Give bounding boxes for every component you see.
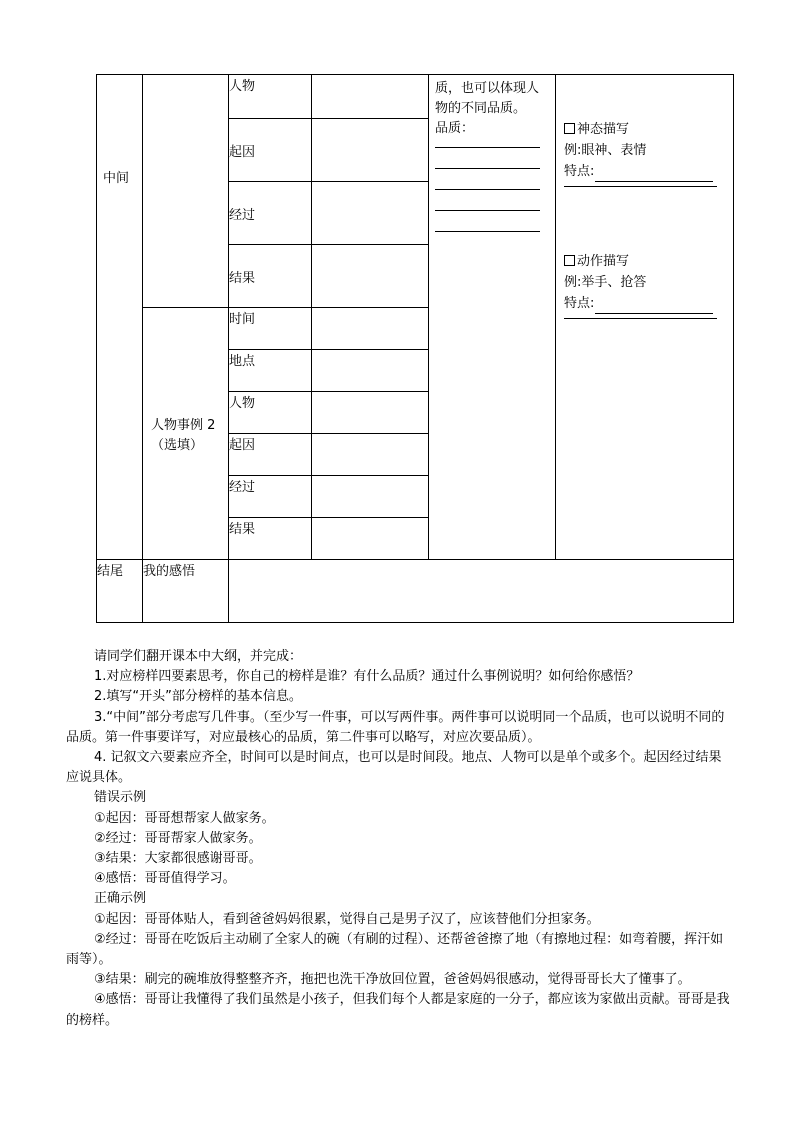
example2-label-cell — [143, 308, 229, 560]
element-label: 人物 — [229, 392, 312, 434]
answer-cell[interactable] — [312, 350, 429, 392]
action-description-example: 例:举手、抢答 — [564, 275, 647, 290]
instruction-item: 2.填写“开头”部分榜样的基本信息。 — [94, 689, 302, 705]
quality-text-line: 物的不同品质。 — [435, 101, 527, 116]
wrong-example-title: 错误示例 — [94, 790, 147, 806]
answer-cell[interactable] — [312, 434, 429, 476]
table-row — [97, 560, 734, 623]
traits-blank-line[interactable] — [595, 167, 713, 182]
middle-section-cell — [97, 75, 143, 560]
element-label: 起因 — [229, 434, 312, 476]
traits-label: 特点: — [564, 164, 595, 179]
expression-description-title: 神态描写 — [577, 122, 630, 137]
example1-label-cell — [143, 75, 229, 308]
quality-label: 品质： — [435, 121, 475, 136]
table-row — [97, 75, 734, 119]
right-example-item: ④感悟：哥哥让我懂得了我们虽然是小孩子，但我们每个人都是家庭的一分子，都应该为家做出贡献。哥哥是我的榜样。 — [66, 992, 730, 1028]
element-label: 人物 — [229, 75, 312, 119]
traits-label: 特点: — [564, 296, 595, 311]
right-example-item: ②经过：哥哥在吃饭后主动刷了全家人的碗（有刷的过程）、还帮爸爸擦了地（有擦地过程：如弯着腰，挥汗如雨等）。 — [66, 931, 724, 968]
quality-blank-line[interactable] — [435, 168, 540, 169]
checkbox-icon[interactable] — [564, 255, 575, 266]
right-example-item: ①起因：哥哥体贴人，看到爸爸妈妈很累，觉得自己是男子汉了，应该替他们分担家务。 — [94, 911, 600, 927]
quality-blank-line[interactable] — [435, 147, 540, 148]
element-label: 结果 — [229, 245, 312, 308]
element-label: 起因 — [229, 119, 312, 182]
feeling-label: 我的感悟 — [143, 560, 229, 623]
wrong-example-item: ②经过：哥哥帮家人做家务。 — [94, 830, 262, 846]
feeling-answer-cell[interactable] — [229, 560, 734, 623]
instructions — [66, 647, 734, 1031]
right-example-title: 正确示例 — [94, 891, 147, 907]
instructions-intro: 请同学们翻开课本中大纲，并完成： — [94, 649, 303, 664]
element-label: 经过 — [229, 182, 312, 245]
answer-cell[interactable] — [312, 308, 429, 350]
example2-label: 人物事例 2 — [151, 417, 216, 433]
answer-cell[interactable] — [312, 245, 429, 308]
essay-outline-table — [96, 74, 734, 623]
answer-cell[interactable] — [312, 476, 429, 518]
quality-blank-line[interactable] — [435, 210, 540, 211]
answer-cell[interactable] — [312, 392, 429, 434]
quality-blank-line[interactable] — [435, 189, 540, 190]
section-label-middle: 中间 — [103, 170, 130, 186]
traits-blank-line[interactable] — [564, 318, 717, 319]
quality-blank-line[interactable] — [435, 231, 540, 232]
section-label-ending: 结尾 — [97, 560, 143, 623]
wrong-example-item: ③结果：大家都很感谢哥哥。 — [94, 851, 262, 867]
description-cell — [556, 75, 734, 560]
traits-blank-line[interactable] — [595, 299, 713, 314]
answer-cell[interactable] — [312, 182, 429, 245]
instruction-item: 1.对应榜样四要素思考，你自己的榜样是谁？有什么品质？通过什么事例说明？如何给你感悟？ — [94, 669, 640, 685]
answer-cell[interactable] — [312, 518, 429, 560]
element-label: 结果 — [229, 518, 312, 560]
example2-optional-note: （选填） — [151, 437, 204, 453]
answer-cell[interactable] — [312, 119, 429, 182]
right-example-item: ③结果：刷完的碗堆放得整整齐齐，拖把也洗干净放回位置，爸爸妈妈很感动，觉得哥哥长大了懂事了。 — [94, 972, 691, 988]
instruction-item: 3.“中间”部分考虑写几件事。（至少写一件事，可以写两件事。两件事可以说明同一个品质，也可以说明不同的品质。第一件事要详写，对应最核心的品质，第二件事可以略写，对应次要品质）。 — [66, 709, 725, 745]
wrong-example-item: ①起因：哥哥想帮家人做家务。 — [94, 810, 275, 826]
element-label: 经过 — [229, 476, 312, 518]
wrong-example-item: ④感悟：哥哥值得学习。 — [94, 871, 236, 887]
checkbox-icon[interactable] — [564, 123, 575, 134]
element-label: 地点 — [229, 350, 312, 392]
expression-description-example: 例:眼神、表情 — [564, 143, 647, 158]
element-label: 时间 — [229, 308, 312, 350]
quality-text-line: 质，也可以体现人 — [435, 81, 540, 96]
action-description-title: 动作描写 — [577, 254, 630, 269]
answer-cell[interactable] — [312, 75, 429, 119]
quality-cell[interactable] — [429, 75, 556, 560]
instruction-item: 4. 记叙文六要素应齐全，时间可以是时间点，也可以是时间段。地点、人物可以是单个或多个。起因经过结果应说具体。 — [66, 750, 722, 786]
